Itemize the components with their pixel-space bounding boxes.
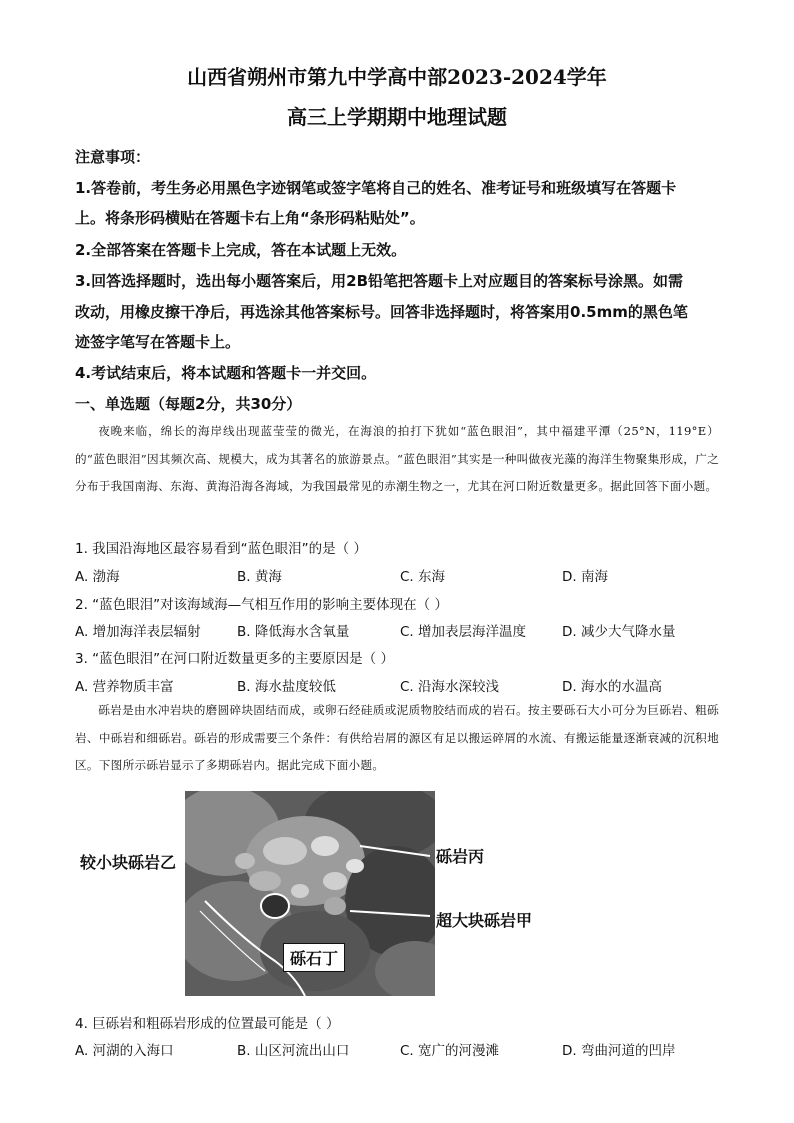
page-title-line2: 高三上学期期中地理试题 bbox=[287, 105, 507, 129]
figure-label-gravel-a: 超大块砾岩甲 bbox=[436, 911, 533, 930]
passage-1: 夜晚来临，绵长的海岸线出现蓝莹莹的微光，在海浪的拍打下犹如“蓝色眼泪”，其中福建平潭（25°N，119°E）的“蓝色眼泪”因其频次高、规模大，成为其著名的旅游景点。“蓝色眼泪”其实是一种叫做夜光藻的海洋生物聚集形成，广之分布于我国南海、东海、黄海沿海各海域，为我国最常见的赤潮生物之一，尤其在河口附近数量更多。据此回答下面小题。 bbox=[75, 424, 719, 493]
question-3-stem: 3. “蓝色眼泪”在河口附近数量更多的主要原因是（ ） bbox=[75, 651, 394, 667]
question-4-stem: 4. 巨砾岩和粗砾岩形成的位置最可能是（ ） bbox=[75, 1016, 340, 1032]
q2-option-b: B. 降低海水含氧量 bbox=[237, 624, 350, 640]
figure-label-gravel-c: 砾岩丙 bbox=[436, 847, 485, 866]
q1-option-b: B. 黄海 bbox=[237, 569, 282, 585]
question-1-stem: 1. 我国沿海地区最容易看到“蓝色眼泪”的是（ ） bbox=[75, 541, 367, 557]
note-item-3-line3: 迹签字笔写在答题卡上。 bbox=[75, 333, 241, 351]
q3-option-c: C. 沿海水深较浅 bbox=[400, 679, 500, 695]
q1-option-a: A. 渤海 bbox=[75, 569, 120, 585]
notes-heading: 注意事项： bbox=[75, 148, 151, 166]
figure-label-gravel-d: 砾石丁 bbox=[283, 943, 345, 972]
figure-label-gravel-b: 较小块砾岩乙 bbox=[80, 853, 177, 872]
q3-option-d: D. 海水的水温高 bbox=[562, 679, 662, 695]
q2-option-d: D. 减少大气降水量 bbox=[562, 624, 676, 640]
q4-option-a: A. 河湖的入海口 bbox=[75, 1043, 174, 1059]
passage-2: 砾岩是由水冲岩块的磨圆碎块固结而成，或卵石经硅质或泥质物胶结而成的岩石。按主要砾石大小可分为巨砾岩、粗砾岩、中砾岩和细砾岩。砾岩的形成需要三个条件：有供给岩屑的源区有足以搬运碎屑的水流、有搬运能量逐渐衰减的沉积地区。下图所示砾岩显示了多期砾岩内。据此完成下面小题。 bbox=[75, 703, 719, 772]
note-item-4: 4.考试结束后，将本试题和答题卡一并交回。 bbox=[75, 364, 377, 382]
q3-option-a: A. 营养物质丰富 bbox=[75, 679, 174, 695]
note-item-2: 2.全部答案在答题卡上完成，答在本试题上无效。 bbox=[75, 241, 407, 259]
q4-option-d: D. 弯曲河道的凹岸 bbox=[562, 1043, 676, 1059]
note-item-1-line2: 上。将条形码横贴在答题卡右上角“条形码粘贴处”。 bbox=[75, 209, 425, 227]
section-heading: 一、单选题（每题2分，共30分） bbox=[75, 395, 302, 413]
q1-option-c: C. 东海 bbox=[400, 569, 446, 585]
q1-option-d: D. 南海 bbox=[562, 569, 608, 585]
q4-option-c: C. 宽广的河漫滩 bbox=[400, 1043, 500, 1059]
q2-option-c: C. 增加表层海洋温度 bbox=[400, 624, 527, 640]
q2-option-a: A. 增加海洋表层辐射 bbox=[75, 624, 201, 640]
q4-option-b: B. 山区河流出山口 bbox=[237, 1043, 350, 1059]
q3-option-b: B. 海水盐度较低 bbox=[237, 679, 336, 695]
question-2-stem: 2. “蓝色眼泪”对该海域海—气相互作用的影响主要体现在（ ） bbox=[75, 597, 448, 613]
note-item-1-line1: 1.答卷前，考生务必用黑色字迹钢笔或签字笔将自己的姓名、准考证号和班级填写在答题卡 bbox=[75, 179, 677, 197]
page-title-line1: 山西省朔州市第九中学高中部2023-2024学年 bbox=[187, 65, 607, 89]
note-item-3-line1: 3.回答选择题时，选出每小题答案后，用2B铅笔把答题卡上对应题目的答案标号涂黑。如需 bbox=[75, 272, 684, 290]
note-item-3-line2: 改动，用橡皮擦干净后，再选涂其他答案标号。回答非选择题时，将答案用0.5mm的黑色笔 bbox=[75, 303, 688, 321]
